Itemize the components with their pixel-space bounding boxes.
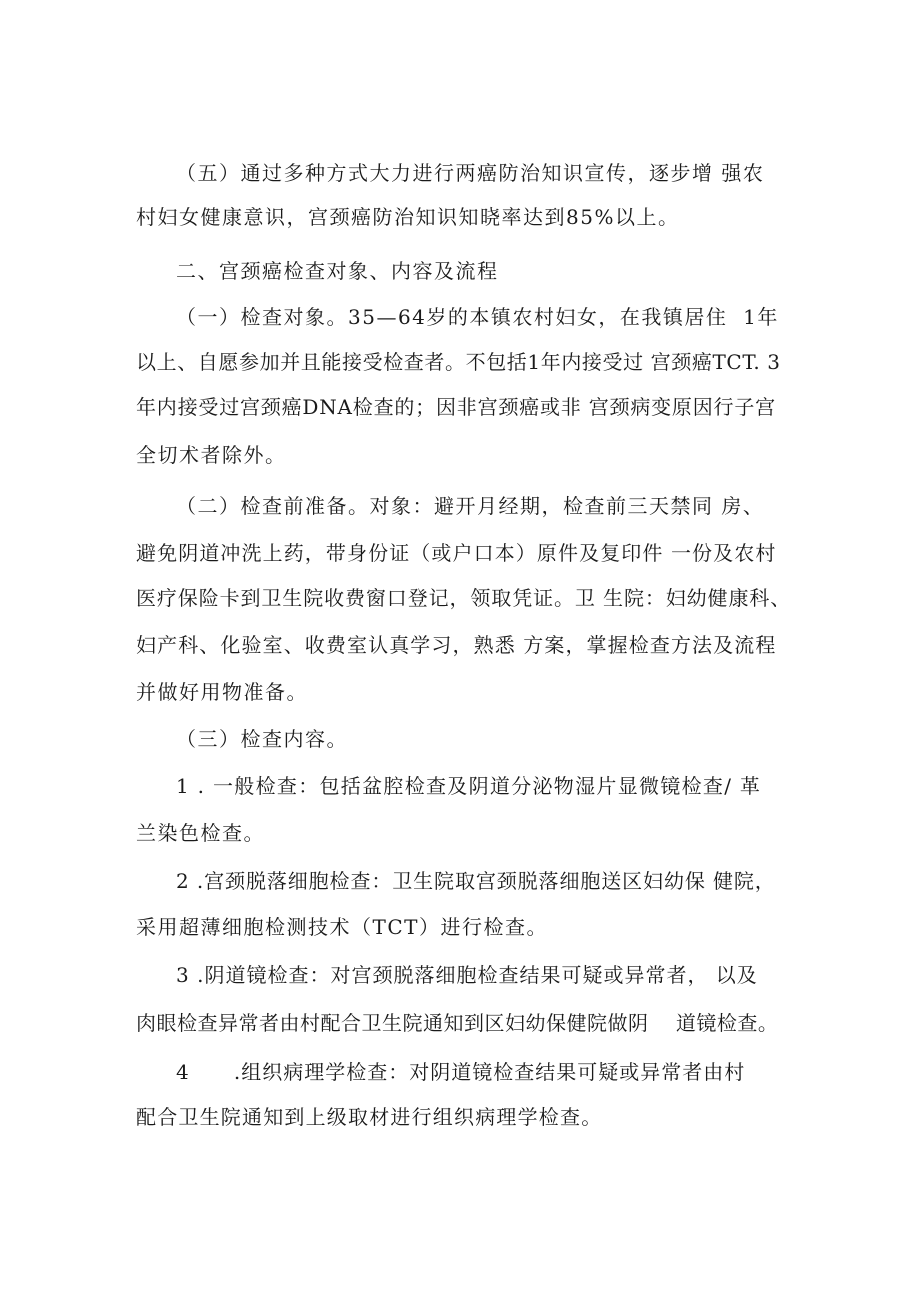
text-line: 肉眼检查异常者由村配合卫生院通知到区妇幼保健院做阴 道镜检查。 <box>136 1011 779 1035</box>
text-line: 配合卫生院通知到上级取材进行组织病理学检查。 <box>136 1105 603 1129</box>
text-line: （一）检查对象。35—64岁的本镇农村妇女，在我镇居住 1年 <box>176 305 779 329</box>
text-line: 全切术者除外。 <box>136 443 287 467</box>
text-line: 采用超薄细胞检测技术（TCT）进行检查。 <box>136 915 548 939</box>
text-line: 以上、自愿参加并且能接受检查者。不包括1年内接受过 宫颈癌TCT. 3 <box>136 350 781 374</box>
text-line: 避免阴道冲洗上药，带身份证（或户口本）原件及复印件 一份及农村 <box>136 541 777 565</box>
text-line: 妇产科、化验室、收费室认真学习，熟悉 方案，掌握检查方法及流程 <box>136 633 777 657</box>
text-line: （二）检查前准备。对象：避开月经期，检查前三天禁同 房、 <box>176 494 765 518</box>
list-item: 2 .宫颈脱落细胞检查：卫生院取宫颈脱落细胞送区妇幼保 健院， <box>176 869 776 893</box>
section-heading: 二、宫颈癌检查对象、内容及流程 <box>176 259 499 283</box>
text-line: 医疗保险卡到卫生院收费窗口登记，领取凭证。卫 生院：妇幼健康科、 <box>136 586 792 610</box>
text-line: （五）通过多种方式大力进行两癌防治知识宣传，逐步增 强农 <box>176 161 765 185</box>
text-line: 兰染色检查。 <box>136 821 265 845</box>
text-line: 村妇女健康意识，宫颈癌防治知识知晓率达到85%以上。 <box>136 205 680 229</box>
subsection-heading: （三）检查内容。 <box>176 727 348 751</box>
list-item: 4 .组织病理学检查：对阴道镜检查结果可疑或异常者由村 <box>176 1060 746 1084</box>
text-line: 并做好用物准备。 <box>136 680 308 704</box>
list-item: 3 .阴道镜检查：对宫颈脱落细胞检查结果可疑或异常者， 以及 <box>176 963 758 987</box>
list-item: 1 . 一般检查：包括盆腔检查及阴道分泌物湿片显微镜检查/ 革 <box>176 774 762 798</box>
text-line: 年内接受过宫颈癌DNA检查的；因非宫颈癌或非 宫颈病变原因行子宫 <box>136 395 776 419</box>
